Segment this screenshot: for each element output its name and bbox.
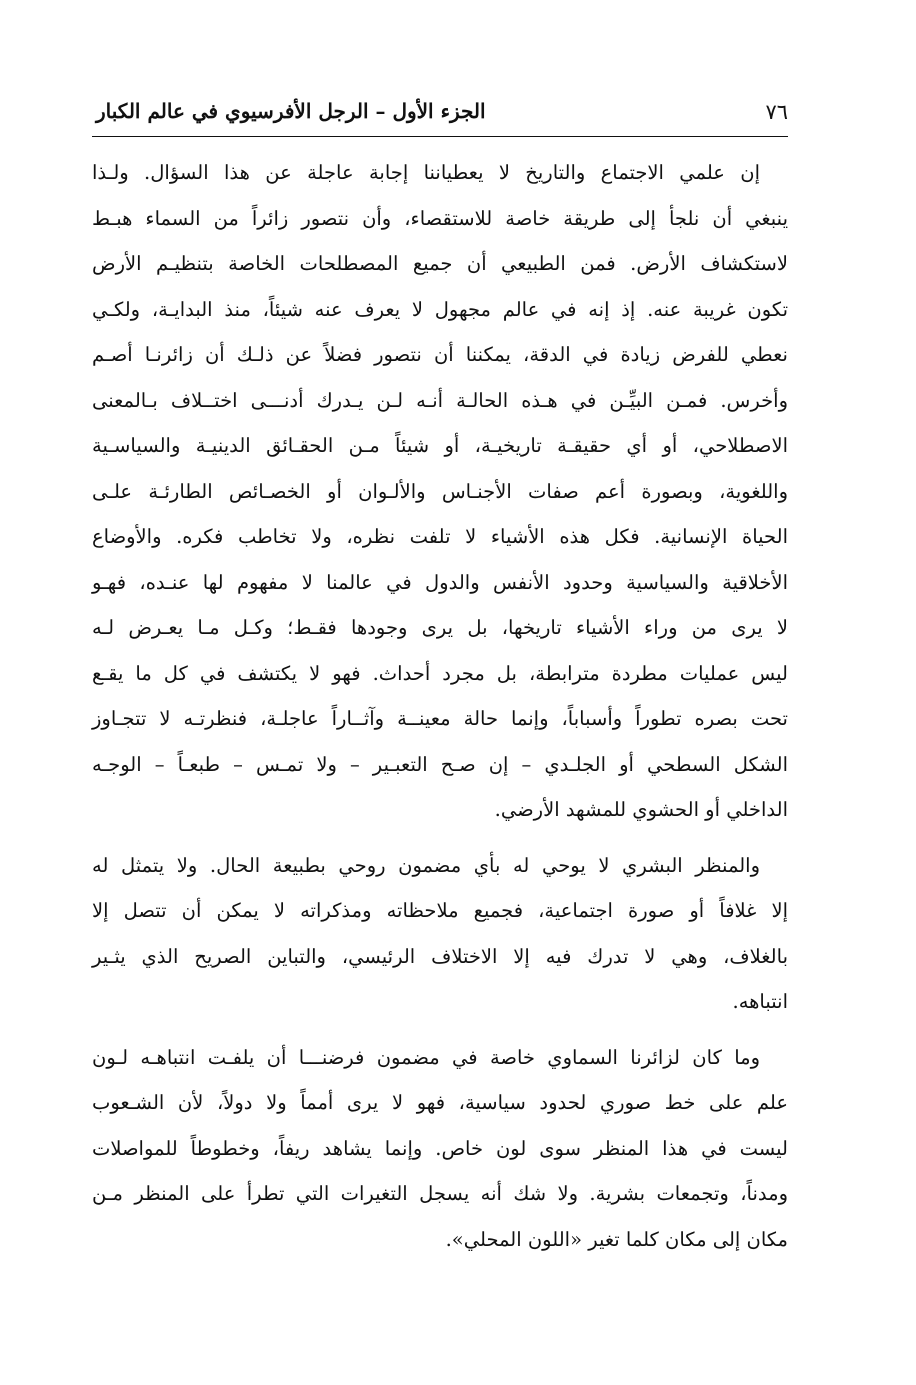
text-line: وما كان لزائرنا السماوي خاصة في مضمون فرضنـــا أن يلفـت انتباهـه لـون [92, 1045, 760, 1069]
text-line: ينبغي أن نلجأ إلى طريقة خاصة للاستقصاء، وأن نتصور زائراً من السماء هبـط [92, 206, 788, 230]
text-line: نعطي للفرض زيادة في الدقة، يمكننا أن نتصور فضلاً عن ذلـك أن زائرنـا أصـم [92, 343, 788, 366]
paragraph-1 [92, 150, 788, 833]
text-line: إن علمي الاجتماع والتاريخ لا يعطياننا إجابة عاجلة عن هذا السؤال. ولـذا [92, 161, 760, 184]
text-line: انتباهه. [732, 990, 788, 1013]
text-line: ليست في هذا المنظر سوى لون خاص. وإنما يشاهد ريفاً، وخطوطاً للمواصلات [92, 1136, 788, 1160]
text-line: الأخلاقية والسياسية وحدود الأنفس والدول في عالمنا لا مفهوم لها عنـده، فهـو [92, 570, 788, 594]
text-line: لا يرى من وراء الأشياء تاريخها، بل يرى وجودها فقـط؛ وكـل مـا يعـرض لـه [92, 616, 788, 639]
paragraph-2 [92, 843, 788, 1025]
running-title: الجزء الأول – الرجل الأفرسيوي في عالم الكبار [96, 99, 486, 123]
text-line: بالغلاف، وهي لا تدرك فيه إلا الاختلاف الرئيسي، والتباين الصريح الذي يثـير [92, 944, 788, 968]
page-number: ٧٦ [765, 100, 788, 124]
text-line: وأخرس. فمـن البيِّـن في هـذه الحالـة أنـه لـن يـدرك أدنـــى اختــلاف بـالمعنى [92, 388, 788, 412]
text-line: ومدناً، وتجمعات بشرية. ولا شك أنه يسجل التغيرات التي تطرأ على المنظر مـن [92, 1182, 788, 1205]
text-line: ليس عمليات مطردة مترابطة، بل مجرد أحداث. فهو لا يكتشف في كل ما يقـع [92, 661, 788, 685]
paragraph-3 [92, 1035, 788, 1263]
text-line: واللغوية، وبصورة أعم صفات الأجنـاس والألـوان أو الخصـائص الطارئـة علـى [92, 479, 788, 503]
text-line: تحت بصره تطوراً وأسباباً، وإنما حالة معينــة وآثــاراً عاجلـة، فنظرتـه لا تتجـاوز [92, 707, 788, 730]
text-line: الحياة الإنسانية. فكل هذه الأشياء لا تلفت نظره، ولا تخاطب فكره. والأوضاع [92, 525, 788, 548]
text-line: الشكل السطحي أو الجلـدي – إن صـح التعبـير – ولا تمـس – طبعـاً – الوجـه [92, 752, 788, 776]
header-divider [92, 136, 788, 137]
text-line: مكان إلى مكان كلما تغير «اللون المحلي». [445, 1227, 788, 1251]
text-line: الاصطلاحي، أو أي حقيقـة تاريخيـة، أو شيئاً مـن الحقـائق الدينيـة والسياسـية [92, 434, 788, 457]
text-line: والمنظر البشري لا يوحي له بأي مضمون روحي بطبيعة الحال. ولا يتمثل له [92, 853, 760, 877]
text-line: تكون غريبة عنه. إذ إنه في عالم مجهول لا يعرف عنه شيئاً، منذ البدايـة، ولكـي [92, 297, 788, 321]
page-header [92, 94, 788, 134]
text-line: علم على خط صوري لحدود سياسية، فهو لا يرى أمماً ولا دولاً، لأن الشـعوب [92, 1091, 788, 1114]
text-line: لاستكشاف الأرض. فمن الطبيعي أن جميع المصطلحات الخاصة بتنظيـم الأرض [92, 252, 788, 275]
text-line: الداخلي أو الحشوي للمشهد الأرضي. [494, 798, 788, 821]
text-line: إلا غلافاً أو صورة اجتماعية، فجميع ملاحظاته ومذكراته لا يمكن أن تتصل إلا [92, 899, 788, 922]
body-text [92, 150, 788, 1272]
